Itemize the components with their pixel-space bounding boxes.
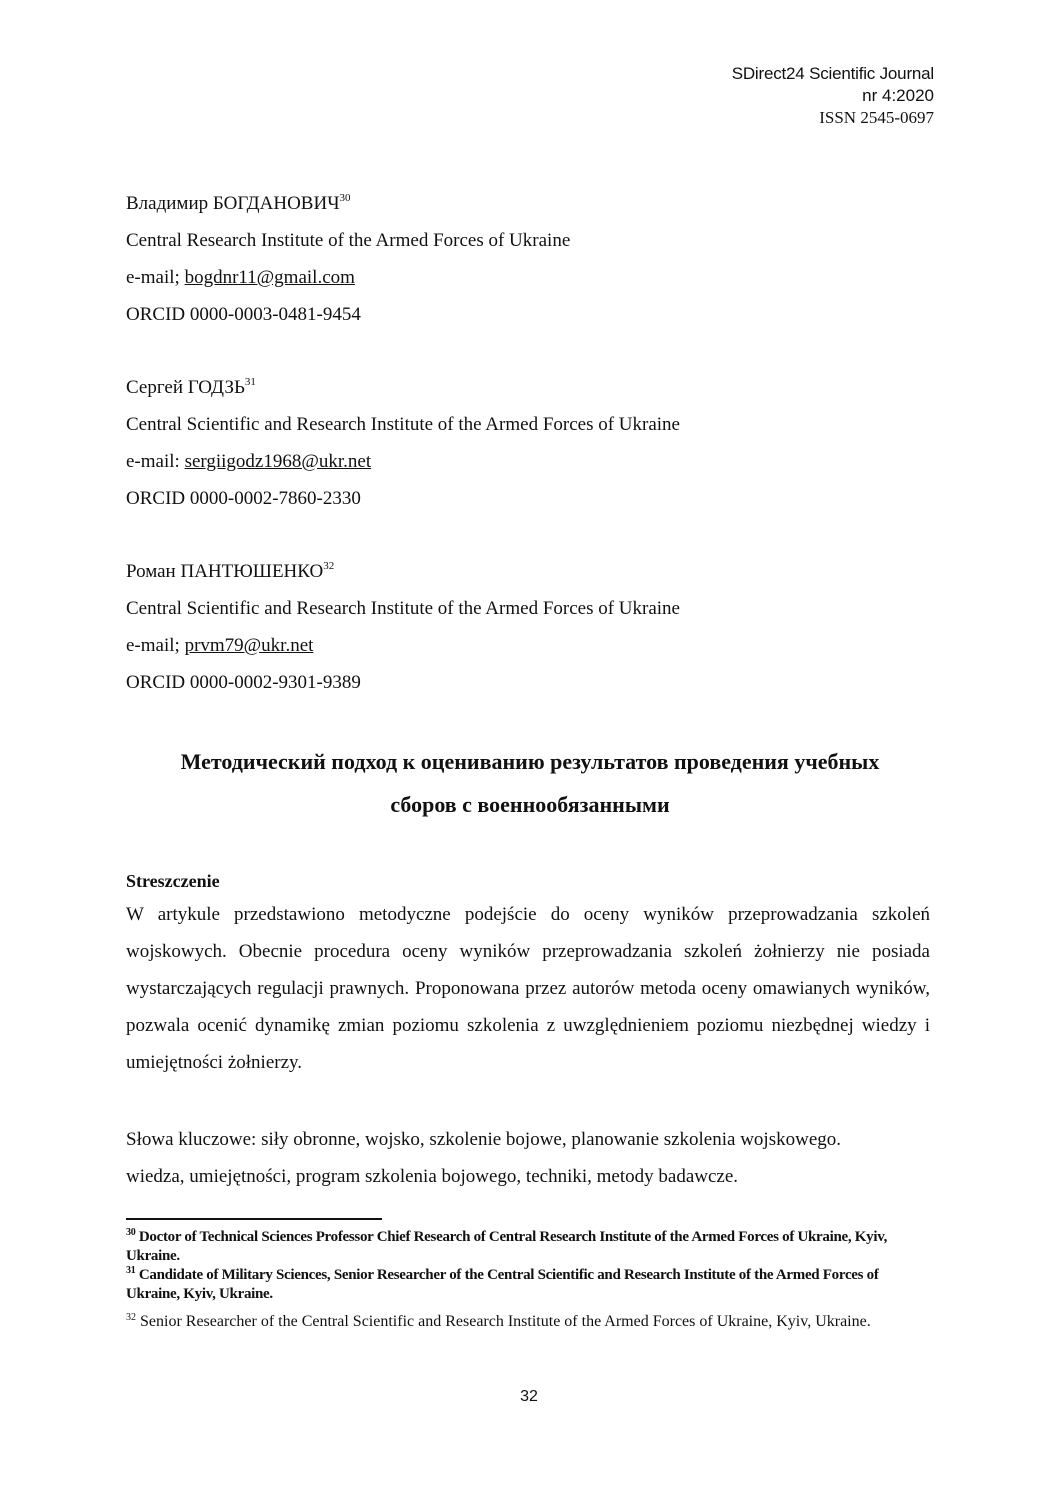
title-line-2: сборов с военнообязанными xyxy=(390,792,670,817)
footnote-32 xyxy=(126,1308,932,1336)
title-line-1: Методический подход к оцениванию результатов проведения учебных xyxy=(180,749,880,774)
page-number: 32 xyxy=(520,1388,538,1405)
author-block xyxy=(126,369,680,517)
keywords-line-2: wiedza, umiejętności, program szkolenia bojowego, techniki, metody badawcze. xyxy=(126,1166,739,1187)
journal-header xyxy=(732,63,934,129)
author-orcid: ORCID 0000-0002-9301-9389 xyxy=(126,672,361,693)
email-link[interactable]: sergiigodz1968@ukr.net xyxy=(184,451,372,472)
author-name: Владимир БОГДАНОВИЧ xyxy=(126,193,340,214)
abstract-text: W artykule przedstawiono metodyczne podejście do oceny wyników przeprowadzania szkoleń wojskowych. Obecnie procedura oceny wyników przeprowadzania szkoleń żołnierzy nie posiada wystarczających regulacji prawnych. Proponowana przez autorów metoda oceny omawianych wyników, pozwala ocenić dynamikę zmian poziomu szkolenia z uwzględnieniem poziomu niezbędnej wiedzy i umiejętności żołnierzy. xyxy=(126,904,930,1073)
article-title xyxy=(110,740,950,826)
email-link[interactable]: bogdnr11@gmail.com xyxy=(184,267,355,288)
author-email-line xyxy=(126,627,680,664)
footnote-number: 30 xyxy=(126,1227,136,1238)
author-email-line xyxy=(126,259,570,296)
footnotes xyxy=(126,1228,932,1336)
author-orcid: ORCID 0000-0003-0481-9454 xyxy=(126,304,361,325)
email-label: e-mail; xyxy=(126,635,185,656)
footnote-31 xyxy=(126,1266,932,1304)
footnote-text: Senior Researcher of the Central Scientific and Research Institute of the Armed Forces of Ukraine, Kyiv, Ukraine. xyxy=(136,1313,871,1330)
author-block xyxy=(126,185,570,333)
footnote-number: 32 xyxy=(126,1312,136,1323)
author-name: Сергей ГОДЗЬ xyxy=(126,377,245,398)
journal-issn: ISSN 2545-0697 xyxy=(819,108,934,127)
author-email-line xyxy=(126,443,680,480)
email-link[interactable]: prvm79@ukr.net xyxy=(184,635,314,656)
footnote-30 xyxy=(126,1228,932,1266)
author-name-line xyxy=(126,553,680,590)
author-affiliation: Central Scientific and Research Institute of the Armed Forces of Ukraine xyxy=(126,414,680,435)
keywords-line-1: Słowa kluczowe: siły obronne, wojsko, szkolenie bojowe, planowanie szkolenia wojskowego. xyxy=(126,1129,841,1150)
footnote-number: 31 xyxy=(126,1265,136,1276)
author-orcid: ORCID 0000-0002-7860-2330 xyxy=(126,488,361,509)
abstract-section xyxy=(126,866,930,1081)
footnote-ref[interactable]: 32 xyxy=(323,560,335,572)
journal-name: SDirect24 Scientific Journal xyxy=(731,64,934,83)
author-name: Роман ПАНТЮШЕНКО xyxy=(126,561,324,582)
footnote-divider xyxy=(126,1218,382,1220)
footnote-text: Candidate of Military Sciences, Senior Researcher of the Central Scientific and Research Institute of the Armed Forces of Ukraine, Kyiv, Ukraine. xyxy=(126,1267,879,1302)
author-block xyxy=(126,553,680,701)
author-name-line xyxy=(126,185,570,222)
email-label: e-mail; xyxy=(126,267,185,288)
abstract-heading: Streszczenie xyxy=(126,871,220,891)
keywords-section xyxy=(126,1121,936,1195)
author-affiliation: Central Research Institute of the Armed Forces of Ukraine xyxy=(126,230,571,251)
email-label: e-mail: xyxy=(126,451,185,472)
journal-issue: nr 4:2020 xyxy=(862,86,934,105)
footnote-ref[interactable]: 30 xyxy=(339,192,351,204)
author-affiliation: Central Scientific and Research Institute of the Armed Forces of Ukraine xyxy=(126,598,680,619)
footnote-ref[interactable]: 31 xyxy=(244,376,256,388)
footnote-text: Doctor of Technical Sciences Professor Chief Research of Central Research Institute of the Armed Forces of Ukraine, Kyiv, Ukraine. xyxy=(126,1229,888,1264)
author-name-line xyxy=(126,369,680,406)
